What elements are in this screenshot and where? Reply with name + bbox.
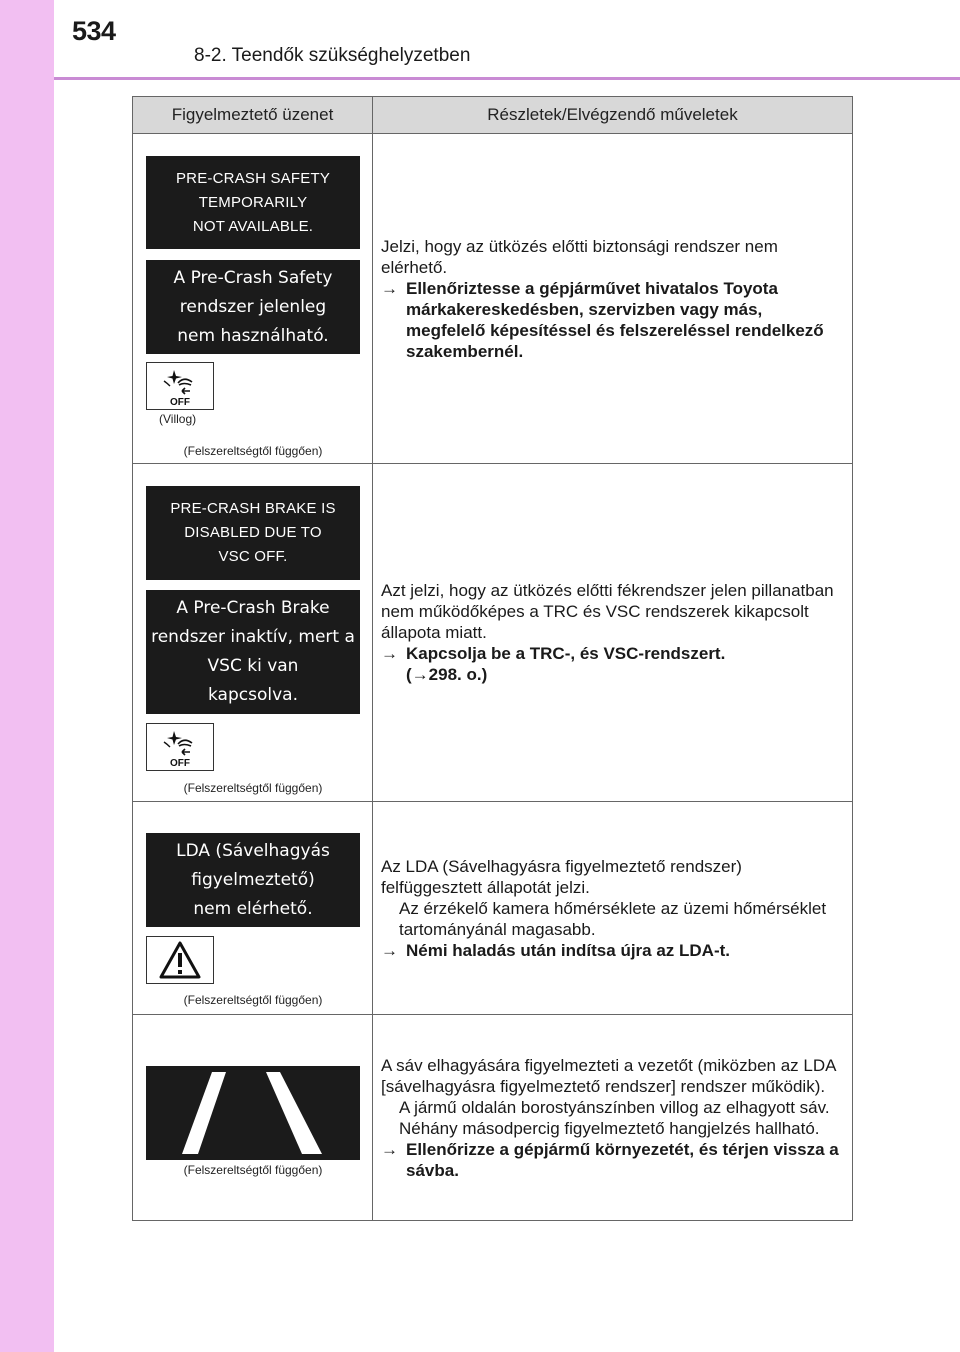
icon-flashing-note: (Villog) [159, 412, 197, 426]
action-text: Ellenőriztesse a gépjárművet hivatalos Toyota márkakereskedésben, szervizben vagy más, megfelelő képesítéssel és felszereléssel rendelkező szakembernél. [406, 278, 824, 361]
equipment-note: (Felszereltségtől függően) [183, 444, 323, 458]
display-message-hu: A Pre-Crash Safety rendszer jelenleg nem használható. [146, 260, 360, 354]
chapter-side-tab [0, 0, 54, 1352]
details-cell [373, 1015, 852, 1220]
detail-text-secondary: Az érzékelő kamera hőmérséklete az üzemi hőmérséklet tartományánál magasabb. [399, 898, 827, 939]
table-row [133, 464, 852, 802]
page-header [54, 0, 960, 80]
equipment-note: (Felszereltségtől függően) [183, 993, 323, 1007]
pcs-off-icon [146, 362, 214, 410]
lane-lines-icon [146, 1066, 360, 1160]
action-text: Kapcsolja be a TRC-, és VSC-rendszert. [406, 644, 726, 663]
message-cell [133, 464, 373, 801]
header-rule [54, 77, 960, 80]
detail-text: Az LDA (Sávelhagyásra figyelmeztető rendszer) felfüggesztett állapotát jelzi. [381, 856, 742, 897]
display-message-hu: A Pre-Crash Brake rendszer inaktív, mert a VSC ki van kapcsolva. [146, 590, 360, 714]
table-row [133, 1015, 852, 1220]
pcs-off-icon [146, 723, 214, 771]
section-title: 8-2. Teendők szükséghelyzetben [194, 45, 471, 66]
details-cell [373, 802, 852, 1014]
action-line: → Ellenőrizze a gépjármű környezetét, és térjen vissza a sávba. [381, 1139, 842, 1181]
column-header-message: Figyelmeztető üzenet [133, 97, 373, 133]
detail-text: Azt jelzi, hogy az ütközés előtti fékrendszer jelen pillanatban nem működőképes a TRC és VSC rendszerek kikapcsolt állapota miatt. [381, 581, 834, 642]
column-header-details: Részletek/Elvégzendő műveletek [487, 105, 738, 124]
display-message-en: PRE-CRASH BRAKE IS DISABLED DUE TO VSC OFF. [146, 486, 360, 580]
svg-text:OFF: OFF [170, 397, 190, 406]
detail-text-tertiary: Néhány másodpercig figyelmeztető hangjelzés hallható. [399, 1118, 820, 1138]
action-line: → Kapcsolja be a TRC-, és VSC-rendszert. (→298. o.) [381, 644, 726, 684]
page-number: 534 [72, 16, 116, 46]
detail-text: A sáv elhagyására figyelmezteti a vezetőt (miközben az LDA [sávelhagyásra figyelmeztető rendszer] rendszer működik). [381, 1055, 836, 1096]
details-cell [373, 134, 852, 463]
action-line: → Némi haladás után indítsa újra az LDA-t. [381, 940, 842, 961]
page-reference: (→298. o.) [406, 665, 488, 684]
message-cell [133, 802, 373, 1014]
action-text: Némi haladás után indítsa újra az LDA-t. [406, 940, 731, 960]
table-header [133, 97, 852, 134]
detail-text: Jelzi, hogy az ütközés előtti biztonsági rendszer nem elérhető. [381, 236, 778, 277]
action-line: → Ellenőriztesse a gépjárművet hivatalos Toyota márkakereskedésben, szervizben vagy más, megfelelő képesítéssel és felszereléssel rendelkező szakembernél. [381, 278, 842, 362]
details-cell [373, 464, 852, 801]
detail-text-secondary: A jármű oldalán borostyánszínben villog az elhagyott sáv. [399, 1097, 830, 1117]
svg-text:OFF: OFF [170, 758, 190, 767]
message-cell [133, 1015, 373, 1220]
display-message-hu: LDA (Sávelhagyás figyelmeztető) nem elérhető. [146, 833, 360, 927]
warning-triangle-icon [146, 936, 214, 984]
equipment-note: (Felszereltségtől függően) [183, 781, 323, 795]
table-row [133, 134, 852, 464]
equipment-note: (Felszereltségtől függően) [183, 1163, 323, 1177]
display-message-en: PRE-CRASH SAFETY TEMPORARILY NOT AVAILABLE. [146, 156, 360, 249]
action-text: Ellenőrizze a gépjármű környezetét, és térjen vissza a sávba. [406, 1139, 839, 1180]
table-row [133, 802, 852, 1015]
warning-message-table [132, 96, 853, 1221]
message-cell [133, 134, 373, 463]
